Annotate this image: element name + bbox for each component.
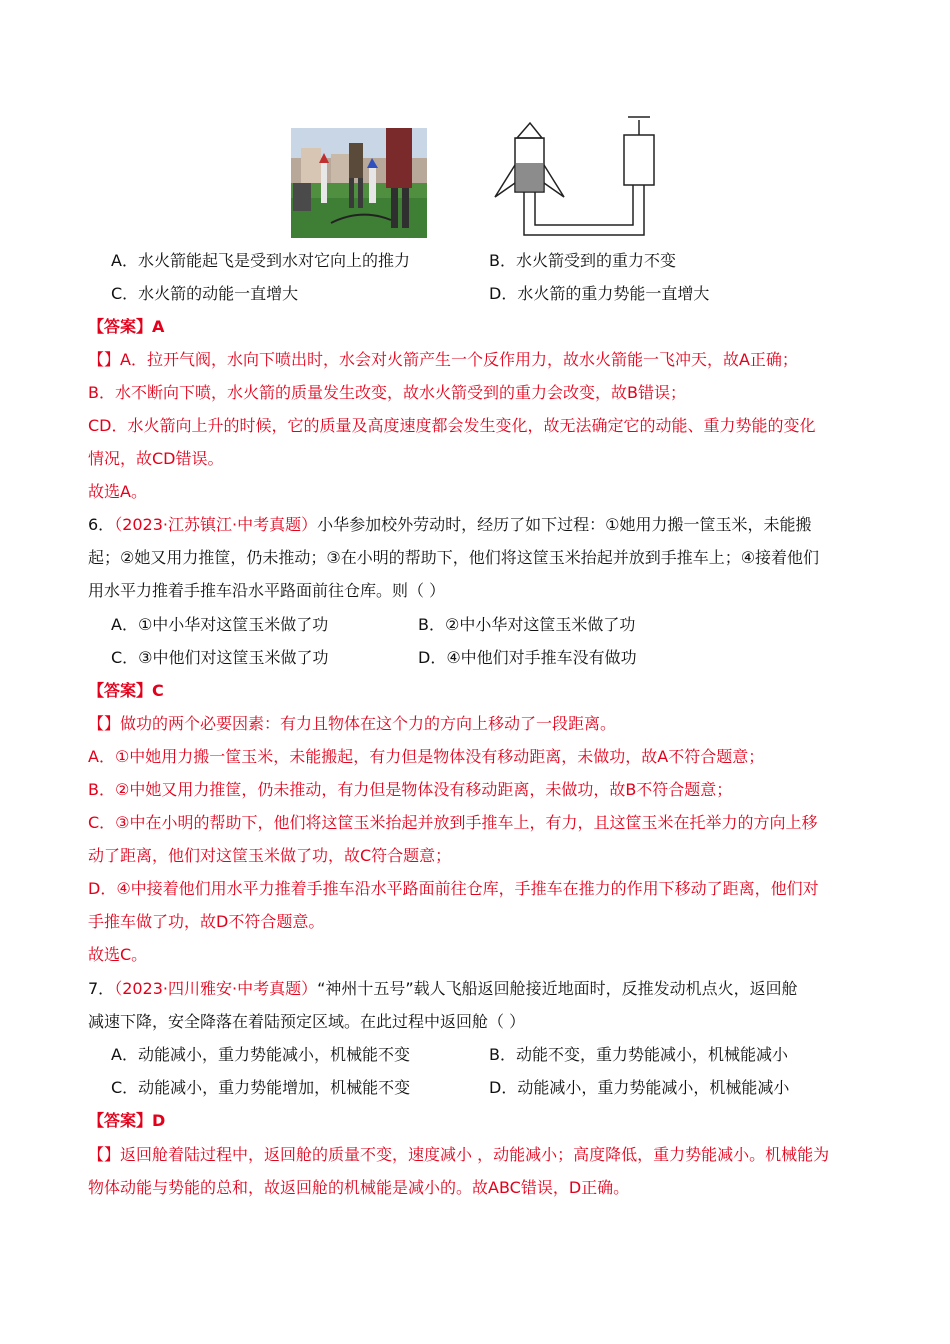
q7-answer: 【答案】D [88, 1111, 166, 1130]
q6-stem-line: 用水平力推着手推车沿水平路面前往仓库。则（ ） [88, 581, 446, 600]
q6-option-c: C．③中他们对这筐玉米做了功 [111, 648, 329, 667]
q5-option-b: B．水火箭受到的重力不变 [489, 251, 676, 270]
q5-option-d: D．水火箭的重力势能一直增大 [489, 284, 710, 303]
water-rocket-diagram [490, 85, 670, 245]
water-rocket-photo [291, 128, 427, 238]
q7-option-d: D．动能减小，重力势能减小，机械能减小 [489, 1078, 790, 1097]
q5-analysis-line: B．水不断向下喷，水火箭的质量发生改变，故水火箭受到的重力会改变，故B错误； [88, 383, 686, 402]
q6-stem-text: 小华参加校外劳动时，经历了如下过程：①她用力搬一筐玉米，未能搬 [317, 515, 812, 534]
q6-number: 6． [88, 515, 115, 534]
q5-option-c: C．水火箭的动能一直增大 [111, 284, 299, 303]
q7-number: 7． [88, 979, 115, 998]
q6-analysis-line: D．④中接着他们用水平力推着手推车沿水平路面前往仓库，手推车在推力的作用下移动了距离，他们对 [88, 879, 819, 898]
q6-analysis-line: C．③中在小明的帮助下，他们将这筐玉米抬起并放到手推车上，有力，且这筐玉米在托举力的方向上移 [88, 813, 818, 832]
q7-option-a: A．动能减小，重力势能减小，机械能不变 [111, 1045, 410, 1064]
q5-analysis-line: 情况，故CD错误。 [88, 449, 224, 468]
q6-analysis-line: B．②中她又用力推筐，仍未推动，有力但是物体没有移动距离，未做功，故B不符合题意； [88, 780, 733, 799]
q6-analysis-line: A．①中她用力搬一筐玉米，未能搬起，有力但是物体没有移动距离，未做功，故A不符合题意； [88, 747, 765, 766]
q6-stem-line [88, 514, 811, 536]
q5-analysis-line: 故选A。 [88, 482, 147, 501]
q7-stem-line [88, 978, 798, 1000]
q5-answer: 【答案】A [88, 317, 165, 336]
q7-analysis-line: 物体动能与势能的总和，故返回舱的机械能是减小的。故ABC错误，D正确。 [88, 1178, 630, 1197]
q6-analysis-line: 手推车做了功，故D不符合题意。 [88, 912, 325, 931]
q7-source: （2023·四川雅安·中考真题） [114, 979, 318, 998]
q6-analysis-line: 【】做功的两个必要因素：有力且物体在这个力的方向上移动了一段距离。 [88, 714, 617, 733]
q6-option-b: B．②中小华对这筐玉米做了功 [418, 615, 636, 634]
q6-option-d: D．④中他们对手推车没有做功 [418, 648, 637, 667]
q7-stem-line: 减速下降，安全降落在着陆预定区域。在此过程中返回舱（ ） [88, 1012, 526, 1031]
q7-analysis-line: 【】返回舱着陆过程中，返回舱的质量不变，速度减小 ，动能减小；高度降低，重力势能减小。机械能为 [88, 1145, 830, 1164]
q6-answer: 【答案】C [88, 681, 164, 700]
q5-analysis-line: CD．水火箭向上升的时候，它的质量及高度速度都会发生变化，故无法确定它的动能、重力势能的变化 [88, 416, 816, 435]
q7-stem-text: “神州十五号”载人飞船返回舱接近地面时，反推发动机点火，返回舱 [317, 979, 798, 998]
q6-analysis-line: 故选C。 [88, 945, 148, 964]
q6-source: （2023·江苏镇江·中考真题） [114, 515, 318, 534]
q6-analysis-line: 动了距离，他们对这筐玉米做了功，故C符合题意； [88, 846, 452, 865]
q6-option-a: A．①中小华对这筐玉米做了功 [111, 615, 329, 634]
q7-option-b: B．动能不变，重力势能减小，机械能减小 [489, 1045, 788, 1064]
q5-analysis-line: 【】A．拉开气阀，水向下喷出时，水会对火箭产生一个反作用力，故水火箭能一飞冲天，故A正确； [88, 350, 798, 369]
q6-stem-line: 起；②她又用力推筐，仍未推动；③在小明的帮助下，他们将这筐玉米抬起并放到手推车上；④接着他们 [88, 548, 820, 567]
q7-option-c: C．动能减小，重力势能增加，机械能不变 [111, 1078, 411, 1097]
q5-option-a: A．水火箭能起飞是受到水对它向上的推力 [111, 251, 410, 270]
